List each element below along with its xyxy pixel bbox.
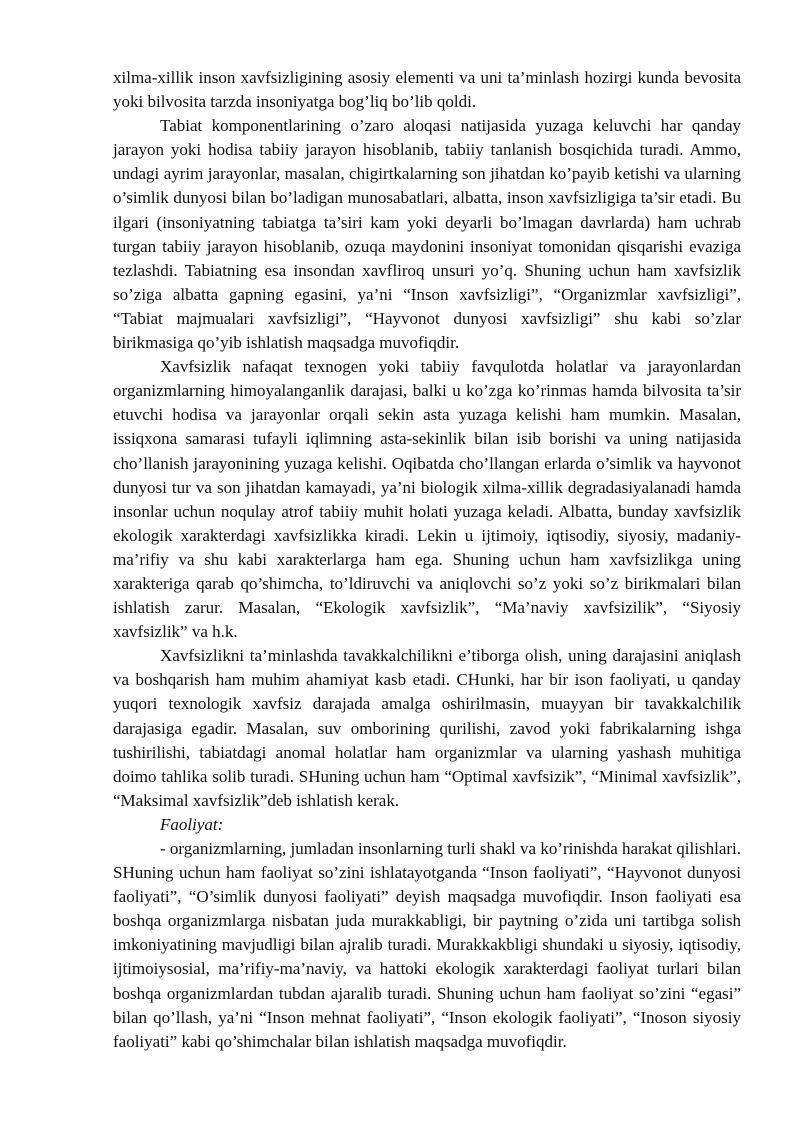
section-heading-faoliyat: Faoliyat: <box>160 814 224 834</box>
paragraph-continuation: xilma-xillik inson xavfsizligining asosiy elementi va uni ta’minlash hozirgi kunda bevosita yoki bilvosita tarzda insoniyatga bog’liq bo’lib qoldi. <box>113 68 741 112</box>
document-page <box>113 66 741 1054</box>
paragraph-faoliyat-definition: - organizmlarning, jumladan insonlarning turli shakl va ko’rinishda harakat qilishlari. SHuning uchun ham faoliyat so’zini ishlatayotganda “Inson faoliyati”, “Hayvonot dunyosi faoliyati”, “O’simlik dunyosi faoliyati” deyish maqsadga muvofiqdir. Inson faoliyati esa boshqa organizmlarga nisbatan juda murakkabligi, bir paytning o’zida uni tartibga solish imkoniyatining mavjudligi bilan ajralib turadi. Murakkakbligi shundaki u siyosiy, iqtisodiy, ijtimoiysosial, ma’rifiy-ma’naviy, va hattoki ekologik xarakterdagi faoliyat turlari bilan boshqa organizmlardan tubdan ajaralib turadi. Shuning uchun ham faoliyat so’zini “egasi” bilan qo’llash, ya’ni “Inson mehnat faoliyati”, “Inson ekologik faoliyati”, “Inoson siyosiy faoliyati” kabi qo’shimchalar bilan ishlatish maqsadga muvofiqdir. <box>113 839 741 1051</box>
paragraph-tabiat-komponentlari: Tabiat komponentlarining o’zaro aloqasi natijasida yuzaga keluvchi har qanday jarayon yoki hodisa tabiiy jarayon hisoblanib, tabiiy tanlanish bosqichida turadi. Ammo, undagi ayrim jarayonlar, masalan, chigirtkalarning son jihatdan ko’payib ketishi va ularning o’simlik dunyosi bilan bo’ladigan munosabatlari, albatta, inson xavfsizligiga ta’sir etadi. Bu ilgari (insoniyatning tabiatga ta’siri kam yoki deyarli bo’lmagan davrlarda) ham uchrab turgan tabiiy jarayon hisoblanib, ozuqa maydonini insoniyat tomonidan qisqarishi evaziga tezlashdi. Tabiatning esa insondan xavfliroq unsuri yo’q. Shuning uchun ham xavfsizlik so’ziga albatta gapning egasini, ya’ni “Inson xavfsizligi”, “Organizmlar xavfsizligi”, “Tabiat majmualari xavfsizligi”, “Hayvonot dunyosi xavfsizligi” shu kabi so’zlar birikmasiga qo’yib ishlatish maqsadga muvofiqdir. <box>113 116 741 353</box>
paragraph-tavakkalchilik: Xavfsizlikni ta’minlashda tavakkalchilikni e’tiborga olish, uning darajasini aniqlash va boshqarish ham muhim ahamiyat kasb etadi. CHunki, har bir ison faoliyati, u qanday yuqori texnologik xavfsiz darajada amalga oshirilmasin, muayyan bir tavakkalchilik darajasiga egadir. Masalan, suv omborining qurilishi, zavod yoki fabrikalarning ishga tushirilishi, tabiatdagi anomal holatlar ham organizmlar va ularning yashash muhitiga doimo tahlika solib turadi. SHuning uchun ham “Optimal xavfsizik”, “Minimal xavfsizlik”, “Maksimal xavfsizlik”deb ishlatish kerak. <box>113 646 741 810</box>
paragraph-xavfsizlik-nafaqat: Xavfsizlik nafaqat texnogen yoki tabiiy favqulotda holatlar va jarayonlardan organizmlarning himoyalanganlik darajasi, balki u ko’zga ko’rinmas hamda bilvosita ta’sir etuvchi hodisa va jarayonlar orqali sekin asta yuzaga kelishi ham mumkin. Masalan, issiqxona samarasi tufayli iqlimning asta-sekinlik bilan isib borishi va uning natijasida cho’llanish jarayonining yuzaga kelishi. Oqibatda cho’llangan erlarda o’simlik va hayvonot dunyosi tur va son jihatdan kamayadi, ya’ni biologik xilma-xillik degradasiyalanadi hamda insonlar uchun noqulay atrof tabiiy muhit holati yuzaga keladi. Albatta, bunday xavfsizlik ekologik xarakterdagi xavfsizlikka kiradi. Lekin u ijtimoiy, iqtisodiy, siyosiy, madaniy-ma’rifiy va shu kabi xarakterlarga ham ega. Shuning uchun ham xavfsizlikga uning xarakteriga qarab qo’shimcha, to’ldiruvchi va aniqlovchi so’z yoki so’z birikmalari bilan ishlatish zarur. Masalan, “Ekologik xavfsizlik”, “Ma’naviy xavfsizilik”, “Siyosiy xavfsizlik” va h.k. <box>113 357 741 642</box>
